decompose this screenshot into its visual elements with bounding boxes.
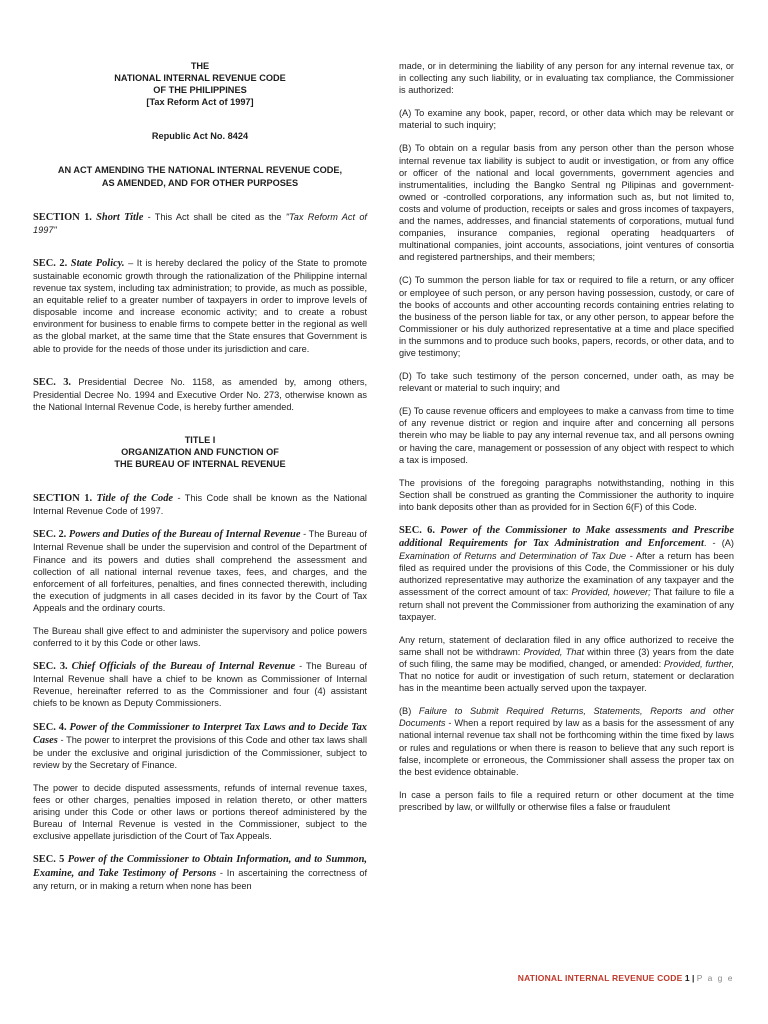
proviso: Provided, That	[523, 646, 585, 657]
title-i-section-5	[33, 853, 367, 891]
code-title	[33, 60, 367, 108]
section-title: State Policy.	[70, 257, 125, 269]
title-i-section-4-para-2: The power to decide disputed assessments, refunds of internal revenue taxes, fees or other charges, penalties imposed in relation thereto, or other matters arising under this Code or other laws or portions thereof administered by the Bureau of Internal Revenue is vested in the Commissioner, subject to the exclusive appellate jurisdiction of the Court of Tax Appeals.	[33, 782, 367, 842]
section-label: SEC. 3.	[33, 661, 68, 673]
page-number: 1	[684, 973, 690, 983]
paragraph-a: (A) To examine any book, paper, record, or other data which may be relevant or material to such inquiry;	[399, 108, 734, 131]
section-title: Title of the Code	[96, 493, 174, 505]
section-title: Powers and Duties of the Bureau of Internal Revenue	[68, 529, 301, 541]
paragraph-e: (E) To cause revenue officers and employees to make a canvass from time to time of any revenue district or region and inquire after and concerning all persons therein who may be liable to pay any internal revenue tax, and all persons owning or having the care, management or possession of any object with respect to which a tax is imposed.	[399, 406, 734, 465]
right-column	[399, 60, 734, 824]
section-label: SEC. 5	[33, 854, 65, 866]
title-i-section-2	[33, 528, 367, 614]
footer-separator: |	[691, 973, 695, 983]
section-title: Short Title	[96, 211, 144, 223]
title-i-section-2-para-2: The Bureau shall give effect to and administer the supervisory and police powers conferred to it by this Code or other laws.	[33, 626, 367, 649]
title-i-section-3	[33, 660, 367, 709]
section-6-b: (B) Failure to Submit Required Returns, Statements, Reports and other Documents - When a report required by law as a basis for the assessment of any national internal revenue tax shall not be forthcoming within the time fixed by laws or rules and regulations or when there is reason to believe that any such report is false, incomplete or erroneous, the Commissioner shall assess the proper tax on the best evidence obtainable.	[399, 706, 734, 777]
paragraph-c: (C) To summon the person liable for tax or required to file a return, or any officer or employee of such person, or any person having possession, custody, or care of the books of accounts and other accounting records containing entries relating to the business of the person liable for tax, or any other person, to appear before the Commissioner or his duly authorized representative at a time and place specified in the summons and to produce such books, papers, records, or other data, and to give testimony;	[399, 275, 734, 358]
section-text: - This Act shall be cited as the	[143, 211, 286, 222]
section-1	[33, 211, 367, 236]
section-6-last-paragraph: In case a person fails to file a required return or other document at the time prescribed by law, or willfully or otherwise files a false or fraudulent	[399, 789, 734, 812]
act-line: AN ACT AMENDING THE NATIONAL INTERNAL REVENUE CODE,	[57, 165, 343, 176]
section-text: - In ascertaining the correctness of any return, or in making a return when none has been	[33, 867, 367, 891]
section-dot: .	[703, 538, 707, 549]
subsection-title: Failure to Submit Required Returns, Statements, Reports and other Documents	[399, 706, 734, 729]
paragraph-b: (B) To obtain on a regular basis from any person other than the person whose internal revenue tax liability is subject to audit or investigation, or from any office or officer of the national and local governments, government agencies and instrumentalities, including the Bangko Sentral ng Pilipinas and government-owned or -controlled corporations, any information such as, but not limited to, costs and volume of production, receipts or sales and gross incomes of taxpayers, and the names, addresses, and financial statements of corporations, mutual fund companies, insurance companies, regional operating headquarters of multinational companies, joint accounts, associations, joint ventures of consortia and registered partnerships, and their members;	[399, 143, 734, 263]
paragraph-d: (D) To take such testimony of the person concerned, under oath, as may be relevant or material to such inquiry; and	[399, 371, 734, 394]
title-i-line: TITLE I	[184, 434, 216, 445]
section-title: Power of the Commissioner to Obtain Information, and to Summon, Examine, and Take Testimony of Persons	[33, 854, 367, 879]
section-text: - The Bureau of Internal Revenue shall have a chief to be known as Commissioner of Internal Revenue, hereinafter referred to as the Commissioner and four (4) assistant chiefs to be known as Deputy Commissioners.	[33, 661, 367, 709]
title-i-heading	[33, 434, 367, 470]
title-i-line: ORGANIZATION AND FUNCTION OF	[121, 446, 279, 457]
title-line: [Tax Reform Act of 1997]	[146, 97, 254, 108]
section-title: Power of the Commissioner to Interpret Tax Laws and to Decide Tax Cases	[33, 721, 367, 746]
title-i-section-4	[33, 721, 367, 771]
section-quote: "Tax Reform Act of 1997"	[33, 211, 367, 235]
section-label: SEC. 2.	[33, 257, 68, 269]
section-label: SEC. 3.	[33, 376, 71, 388]
title-line: THE	[190, 61, 210, 71]
section-title: Power of the Commissioner to Make assessments and Prescribe additional Requirements for Tax Administration and Enforcement	[399, 525, 734, 550]
page-label: P a g e	[696, 973, 734, 983]
section-text: - After a return has been filed as required under the provisions of this Code, the Commissioner or his duly authorized representative may authorize the examination of any taxpayer and the assessment of the correct amount of tax:	[399, 551, 734, 598]
section-2	[33, 257, 367, 355]
proviso: Provided, however;	[571, 587, 651, 598]
section-text: - This Code shall be known as the National Internal Revenue Code of 1997.	[33, 493, 367, 517]
section-label: SECTION 1.	[33, 211, 92, 223]
section-6-para-2: Any return, statement of declaration filed in any office authorized to receive the same shall not be withdrawn: Provided, That within three (3) years from the date of such filing, the same may be modified, changed, or amended: Provided, further, That no notice for audit or investigation of such return, statement or declaration has in the meantime been actually served upon the taxpayer.	[399, 634, 734, 694]
proviso: Provided, further,	[663, 658, 734, 669]
section-text: Presidential Decree No. 1158, as amended by, among others, Presidential Decree No. 1994 and Executive Order No. 273, otherwise known as the National Internal Revenue Code, is hereby further amended.	[33, 376, 367, 412]
title-line: OF THE PHILIPPINES	[153, 85, 247, 96]
section-label: SEC. 6.	[399, 525, 435, 536]
subsection-title: Examination of Returns and Determination of Tax Due	[399, 551, 627, 562]
section-text: - (A)	[706, 538, 734, 549]
title-i-line: THE BUREAU OF INTERNAL REVENUE	[114, 459, 286, 470]
section-5-continuation: made, or in determining the liability of any person for any internal revenue tax, or in collecting any such liability, or in evaluating tax compliance, the Commissioner is authorized:	[399, 61, 734, 96]
footer-title: NATIONAL INTERNAL REVENUE CODE	[517, 973, 683, 983]
republic-act-number: Republic Act No. 8424	[151, 131, 249, 142]
section-label: SEC. 4.	[33, 721, 67, 733]
section-label: SEC. 2.	[33, 529, 67, 541]
section-label: SECTION 1.	[33, 493, 93, 505]
title-line: NATIONAL INTERNAL REVENUE CODE	[114, 73, 286, 84]
act-line: AS AMENDED, AND FOR OTHER PURPOSES	[101, 177, 299, 188]
provisions-paragraph: The provisions of the foregoing paragraphs notwithstanding, nothing in this Section shall be construed as granting the Commissioner the authority to inquire into bank deposits other than as provided for in Section 6(F) of this Code.	[399, 477, 734, 512]
section-text: - The Bureau of Internal Revenue shall be under the supervision and control of the Department of Finance and its powers and duties shall comprehend the assessment and collection of all national internal revenue taxes, fees, and charges, and the enforcement of all forfeitures, penalties, and fines connected therewith, including the execution of judgments in all cases decided in its favor by the Court of Tax Appeals and the ordinary courts.	[33, 529, 367, 613]
title-i-section-1	[33, 492, 367, 517]
section-text: That failure to file a return shall not prevent the Commissioner from authorizing the examination of any taxpayer.	[399, 587, 734, 622]
section-3	[33, 376, 367, 413]
section-text: – It is hereby declared the policy of the State to promote sustainable economic growth through the rationalization of the Philippine internal revenue tax system, including tax administration; to provide, as much as possible, an equitable relief to a greater number of taxpayers in order to improve levels of disposable income and increase economic activity; and to create a robust environment for business to enable firms to compete better in the regional as well as the global market, at the same time that the State ensures that Government is able to provide for the needs of those under its jurisdiction and care.	[33, 257, 367, 354]
page-footer	[399, 973, 734, 983]
section-text: - The power to interpret the provisions of this Code and other tax laws shall be under the exclusive and original jurisdiction of the Commissioner, subject to review by the Secretary of Finance.	[33, 734, 367, 770]
left-column	[33, 60, 367, 903]
section-6	[399, 524, 734, 623]
section-title: Chief Officials of the Bureau of Internal Revenue	[71, 661, 296, 673]
act-heading	[33, 164, 367, 188]
